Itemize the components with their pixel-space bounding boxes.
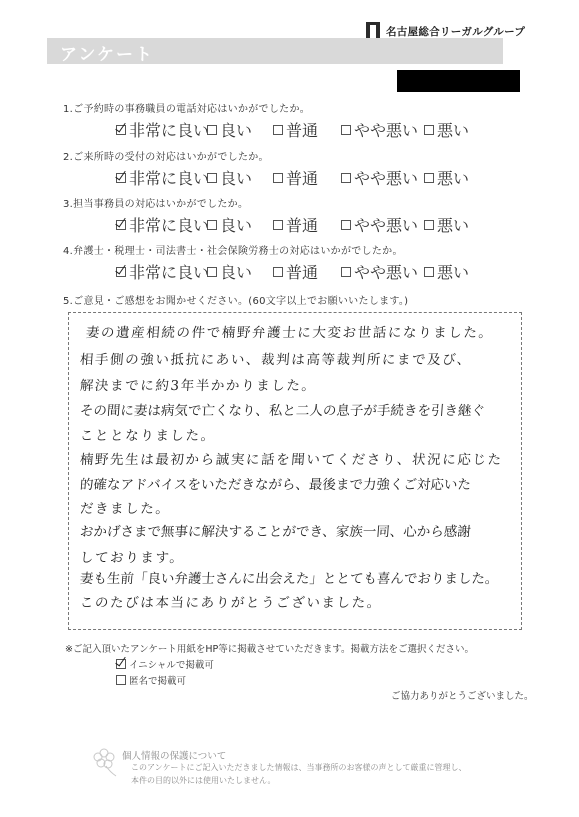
checkbox[interactable] (424, 220, 434, 230)
option-2[interactable] (207, 166, 252, 189)
option-label: 良い (220, 263, 253, 282)
comment-line: このたびは本当にありがとうございました。 (79, 595, 383, 611)
option-5[interactable] (424, 260, 469, 283)
thanks-text: ご協力ありがとうございました。 (391, 691, 534, 702)
option-5[interactable] (424, 166, 469, 189)
publish-option-label: 匿名で掲載可 (129, 676, 187, 687)
publish-option-anonymous[interactable] (116, 673, 186, 687)
option-label: 悪い (437, 263, 470, 282)
option-label: やや悪い (354, 169, 419, 188)
checkbox[interactable] (341, 220, 351, 230)
option-label: 普通 (286, 169, 319, 188)
publish-option-initial[interactable] (116, 657, 214, 671)
checkbox[interactable] (207, 220, 217, 230)
option-label: 非常に良い (129, 121, 210, 140)
checkbox[interactable] (273, 173, 283, 183)
checkbox[interactable] (273, 220, 283, 230)
comment-line: 妻も生前「良い弁護士さんに出会えた」ととても喜んでおりました。 (79, 571, 499, 587)
option-4[interactable] (341, 213, 418, 236)
question-5: 5.ご意見・ご感想をお聞かせください。(60文字以上でお願いいたします。) (63, 296, 409, 307)
comment-line: 的確なアドバイスをいただきながら、最後まで力強くご対応いた (79, 477, 472, 493)
option-label: 普通 (286, 121, 319, 140)
option-4[interactable] (341, 260, 418, 283)
checkbox[interactable] (207, 173, 217, 183)
comment-line: 相手側の強い抵抗にあい、裁判は高等裁判所にまで及び、 (79, 352, 473, 368)
comment-line: こととなりました。 (79, 428, 217, 444)
checkbox-checked[interactable] (116, 125, 126, 135)
comment-line: だきました。 (79, 501, 172, 517)
question-4: 4.弁護士・税理士・司法書士・社会保険労務士の対応はいかがでしたか。 (63, 246, 403, 257)
redacted-name-block (397, 70, 520, 92)
option-4[interactable] (341, 118, 418, 141)
comment-line: 楠野先生は最初から誠実に話を聞いてくださり、状況に応じた (79, 452, 504, 468)
checkbox[interactable] (424, 173, 434, 183)
checkbox[interactable] (424, 125, 434, 135)
option-3[interactable] (273, 166, 318, 189)
checkbox-checked[interactable] (116, 267, 126, 277)
privacy-text-line: このアンケートにご記入いただきました情報は、当事務所のお客様の声として厳重に管理し、 (131, 763, 467, 772)
comment-line: 妻の遺産相続の件で楠野弁護士に大変お世話になりました。 (85, 325, 495, 341)
checkbox[interactable] (273, 125, 283, 135)
option-1[interactable] (116, 260, 209, 283)
option-label: 普通 (286, 263, 319, 282)
flower-decoration-icon (92, 744, 122, 778)
option-3[interactable] (273, 213, 318, 236)
option-label: 悪い (437, 169, 470, 188)
option-label: 非常に良い (129, 216, 210, 235)
checkbox[interactable] (341, 173, 351, 183)
checkbox[interactable] (341, 125, 351, 135)
option-label: やや悪い (354, 121, 419, 140)
option-3[interactable] (273, 260, 318, 283)
comment-line: その間に妻は病気で亡くなり、私と二人の息子が手続きを引き継ぐ (79, 403, 486, 419)
option-1[interactable] (116, 118, 209, 141)
checkbox[interactable] (341, 267, 351, 277)
option-label: 良い (220, 121, 253, 140)
option-2[interactable] (207, 213, 252, 236)
option-2[interactable] (207, 260, 252, 283)
publish-note: ※ご記入頂いたアンケート用紙をHP等に掲載させていただきます。掲載方法をご選択ください。 (65, 644, 475, 655)
comment-line: おかげさまで無事に解決することができ、家族一同、心から感謝 (79, 524, 472, 540)
checkbox-checked[interactable] (116, 659, 126, 669)
question-1: 1.ご予約時の事務職員の電話対応はいかがでしたか。 (63, 104, 311, 115)
page-title: アンケート (60, 45, 154, 65)
comment-line: 解決までに約3年半かかりました。 (79, 378, 318, 394)
brand-name: 名古屋総合リーガルグループ (386, 25, 526, 38)
option-1[interactable] (116, 213, 209, 236)
checkbox-checked[interactable] (116, 220, 126, 230)
option-label: やや悪い (354, 216, 419, 235)
checkbox[interactable] (116, 675, 126, 685)
checkbox-checked[interactable] (116, 173, 126, 183)
option-label: 普通 (286, 216, 319, 235)
checkbox[interactable] (424, 267, 434, 277)
checkbox[interactable] (273, 267, 283, 277)
option-3[interactable] (273, 118, 318, 141)
option-label: 良い (220, 169, 253, 188)
option-4[interactable] (341, 166, 418, 189)
option-label: 悪い (437, 216, 470, 235)
question-2: 2.ご来所時の受付の対応はいかがでしたか。 (63, 152, 269, 163)
publish-option-label: イニシャルで掲載可 (129, 660, 214, 671)
checkbox[interactable] (207, 267, 217, 277)
question-3: 3.担当事務員の対応はいかがでしたか。 (63, 199, 249, 210)
option-label: 悪い (437, 121, 470, 140)
option-label: やや悪い (354, 263, 419, 282)
privacy-title: 個人情報の保護について (122, 751, 227, 762)
privacy-text-line: 本件の目的以外には使用いたしません。 (131, 776, 276, 785)
option-label: 良い (220, 216, 253, 235)
option-label: 非常に良い (129, 263, 210, 282)
option-5[interactable] (424, 213, 469, 236)
option-2[interactable] (207, 118, 252, 141)
comment-line: しております。 (79, 550, 186, 566)
option-1[interactable] (116, 166, 209, 189)
checkbox[interactable] (207, 125, 217, 135)
option-5[interactable] (424, 118, 469, 141)
option-label: 非常に良い (129, 169, 210, 188)
